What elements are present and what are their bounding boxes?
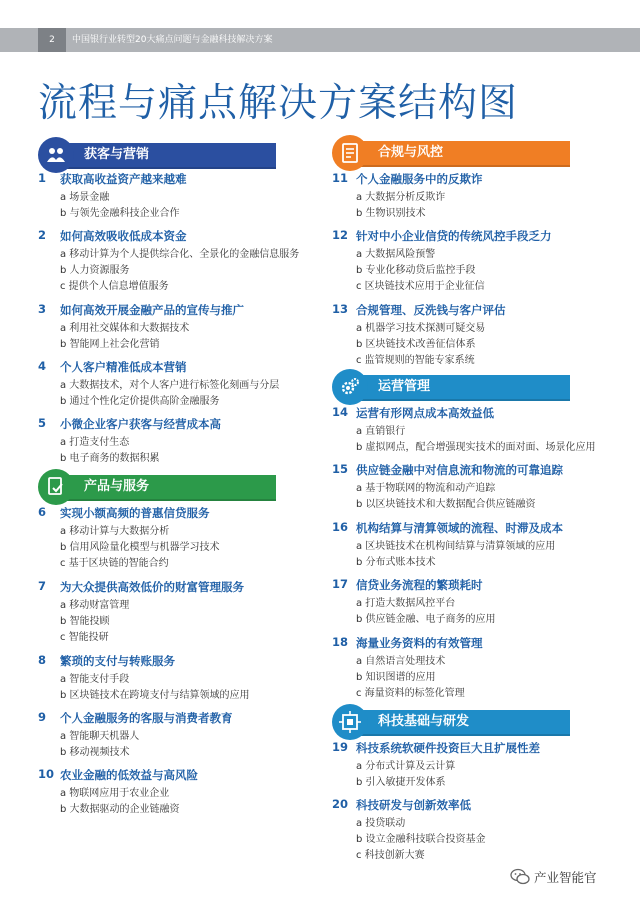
wechat-icon: [510, 868, 530, 886]
watermark-text: 产业智能官: [534, 870, 597, 885]
section-label: 产品与服务: [84, 479, 150, 494]
section-label: 运营管理: [378, 379, 431, 394]
page-title: 流程与痛点解决方案结构图: [38, 81, 519, 126]
section-label: 合规与风控: [378, 145, 444, 160]
section-label: 获客与营销: [84, 147, 150, 162]
running-header: [0, 28, 640, 52]
checklist-icon: [332, 135, 368, 171]
document-check-icon: [38, 469, 74, 505]
page-number: 2: [38, 28, 66, 52]
section-label: 科技基础与研发: [378, 714, 470, 729]
section-header-operations: [332, 375, 570, 399]
section-header-tech: [332, 710, 570, 734]
section-header-acquisition: [38, 143, 276, 167]
circuit-icon: [332, 704, 368, 740]
section-header-products: [38, 475, 276, 499]
running-title: 中国银行业转型20大痛点问题与金融科技解决方案: [72, 35, 273, 45]
gears-icon: [332, 369, 368, 405]
section-header-compliance: [332, 141, 570, 165]
people-icon: [38, 137, 74, 173]
